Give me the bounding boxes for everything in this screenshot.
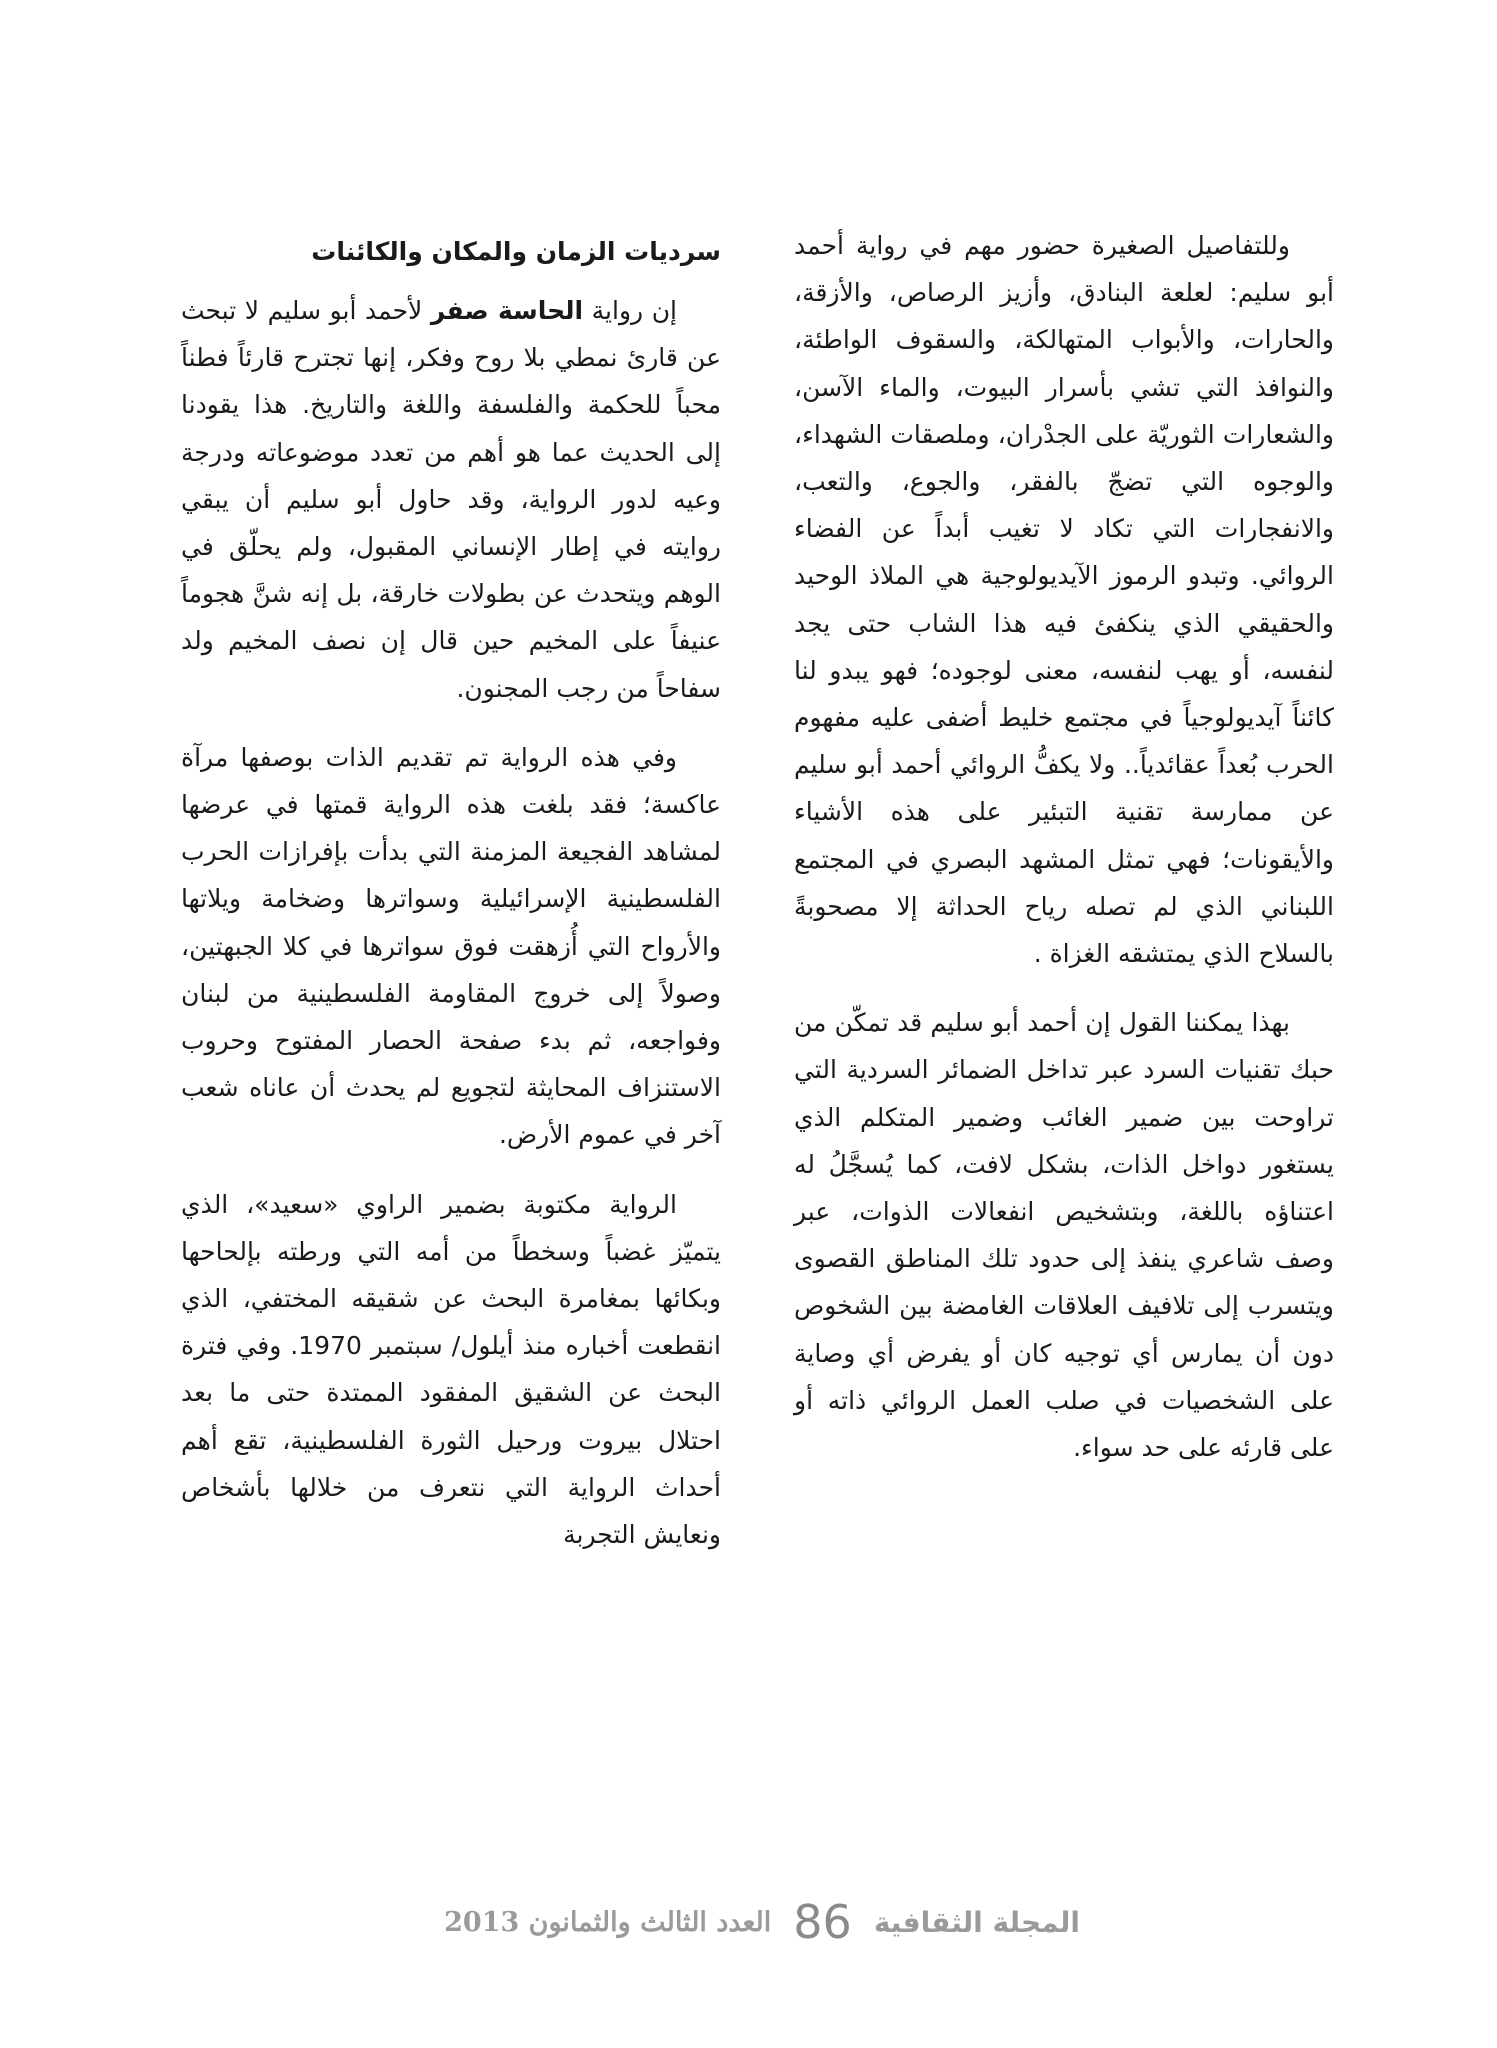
- page-footer: [420, 1894, 1080, 1950]
- novel-title: الحاسة صفر: [430, 296, 584, 325]
- issue-label: العدد الثالث والثمانون 2013: [444, 1906, 772, 1938]
- right-text-column: [794, 222, 1334, 1471]
- paragraph: الرواية مكتوبة بضمير الراوي «سعيد»، الذي يتميّز غضباً وسخطاً من أمه التي ورطته بإلحاحها وبكائها بمغامرة البحث عن شقيقه المختفي، الذي انقطعت أخباره منذ أيلول/ سبتمبر 1970. وفي فترة البحث عن الشقيق المفقود الممتدة حتى ما بعد احتلال بيروت ورحيل الثورة الفلسطينية، تقع أهم أحداث الرواية التي نتعرف من خلالها بأشخاص ونعايش التجربة: [181, 1189, 722, 1550]
- paragraph: بهذا يمكننا القول إن أحمد أبو سليم قد تمكّن من حبك تقنيات السرد عبر تداخل الضمائر السردية التي تراوحت بين ضمير الغائب وضمير المتكلم الذي يستغور دواخل الذات، بشكل لافت، كما يُسجَّلُ له اعتناؤه باللغة، وبتشخيص انفعالات الذوات، عبر وصف شاعري ينفذ إلى حدود تلك المناطق القصوى ويتسرب إلى تلافيف العلاقات الغامضة بين الشخوص دون أن يمارس أي توجيه كان أو يفرض أي وصاية على الشخصيات في صلب العمل الروائي ذاته أو على قارئه على حد سواء.: [794, 1008, 1334, 1463]
- paragraph: [181, 287, 721, 712]
- paragraph: وفي هذه الرواية تم تقديم الذات بوصفها مرآة عاكسة؛ فقد بلغت هذه الرواية قمتها في عرضها لمشاهد الفجيعة المزمنة التي بدأت بإفرازات الحرب الفلسطينية الإسرائيلية وسواترها وضخامة ويلاتها والأرواح التي أُزهقت فوق سواترها في كلا الجبهتين، وصولاً إلى خروج المقاومة الفلسطينية من لبنان وفواجعه، ثم بدء صفحة الحصار المفتوح وحروب الاستنزاف المحايثة لتجويع لم يحدث أن عاناه شعب آخر في عموم الأرض.: [181, 742, 721, 1150]
- paragraph: وللتفاصيل الصغيرة حضور مهم في رواية أحمد أبو سليم: لعلعة البنادق، وأزيز الرصاص، والأزقة، والحارات، والأبواب المتهالكة، والسقوف الواطئة، والنوافذ التي تشي بأسرار البيوت، والماء الآسن، والشعارات الثوريّة على الجدْران، وملصقات الشهداء، والوجوه التي تضجّ بالفقر، والجوع، والتعب، والانفجارات التي تكاد لا تغيب أبداً عن الفضاء الروائي. وتبدو الرموز الآيديولوجية هي الملاذ الوحيد والحقيقي الذي ينكفئ فيه هذا الشاب حتى يجد لنفسه، أو يهب لنفسه، معنى لوجوده؛ فهو يبدو لنا كائناً آيديولوجياً في مجتمع خليط أضفى عليه مفهوم الحرب بُعداً عقائدياً.. ولا يكفُّ الروائي أحمد أبو سليم عن ممارسة تقنية التبئير على هذه الأشياء والأيقونات؛ فهي تمثل المشهد البصري في المجتمع اللبناني الذي لم تصله رياح الحداثة إلا مصحوبةً بالسلاح الذي يمتشقه الغزاة .: [794, 231, 1334, 969]
- section-title: سرديات الزمان والمكان والكائنات: [311, 237, 721, 266]
- magazine-name: المجلة الثقافية: [873, 1905, 1080, 1939]
- left-text-column: [181, 228, 721, 1558]
- paragraph-rest: لأحمد أبو سليم لا تبحث عن قارئ نمطي بلا روح وفكر، إنها تجترح قارئاً فطناً محباً للحكمة والفلسفة واللغة والتاريخ. هذا يقودنا إلى الحديث عما هو أهم من تعدد موضوعاته ودرجة وعيه لدور الرواية، وقد حاول أبو سليم أن يبقي روايته في إطار الإنساني المقبول، ولم يحلّق في الوهم ويتحدث عن بطولات خارقة، بل إنه شنَّ هجوماً عنيفاً على المخيم حين قال إن نصف المخيم ولد سفاحاً من رجب المجنون.: [181, 296, 721, 703]
- page-number: 86: [793, 1895, 852, 1949]
- paragraph-lead: إن رواية: [591, 296, 677, 325]
